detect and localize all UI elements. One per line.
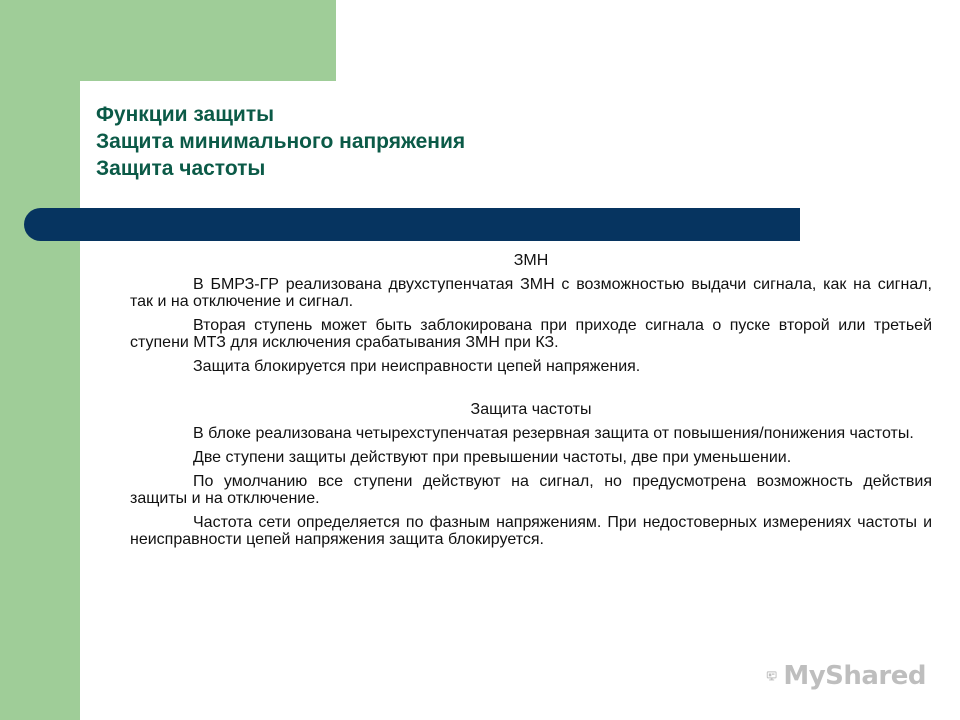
- paragraph: Защита блокируется при неисправности цепей напряжения.: [193, 358, 641, 375]
- paragraph: Вторая ступень может быть заблокирована при приходе сигнала о пуске второй или третьей ступени МТЗ для исключения срабатывания ЗМН при КЗ.: [130, 317, 932, 351]
- slide-title: [96, 101, 876, 182]
- paragraph: По умолчанию все ступени действуют на сигнал, но предусмотрена возможность действия защиты и на отключение.: [130, 473, 932, 507]
- title-line-1: Функции защиты: [96, 103, 275, 126]
- title-line-3: Защита частоты: [96, 157, 266, 180]
- title-divider-bar: [24, 208, 800, 241]
- slide-body: [130, 252, 932, 555]
- title-line-2: Защита минимального напряжения: [96, 130, 466, 153]
- section-spacer: [130, 382, 932, 401]
- paragraph: Две ступени защиты действуют при превышении частоты, две при уменьшении.: [193, 449, 792, 466]
- section-heading-zmn: ЗМН: [513, 252, 549, 269]
- watermark-text: MyShared: [783, 661, 926, 691]
- paragraph: В БМРЗ-ГР реализована двухступенчатая ЗМН с возможностью выдачи сигнала, как на сигнал, так и на отключение и сигнал.: [130, 276, 932, 310]
- paragraph: Частота сети определяется по фазным напряжениям. При недостоверных измерениях частоты и неисправности цепей напряжения защита блокируется.: [130, 514, 932, 548]
- paragraph: В блоке реализована четырехступенчатая резервная защита от повышения/понижения частоты.: [193, 425, 914, 442]
- watermark-logo: [766, 656, 926, 696]
- section-heading-frequency: Защита частоты: [470, 401, 592, 418]
- decor-green-left: [0, 0, 80, 720]
- monitor-icon: [766, 658, 777, 694]
